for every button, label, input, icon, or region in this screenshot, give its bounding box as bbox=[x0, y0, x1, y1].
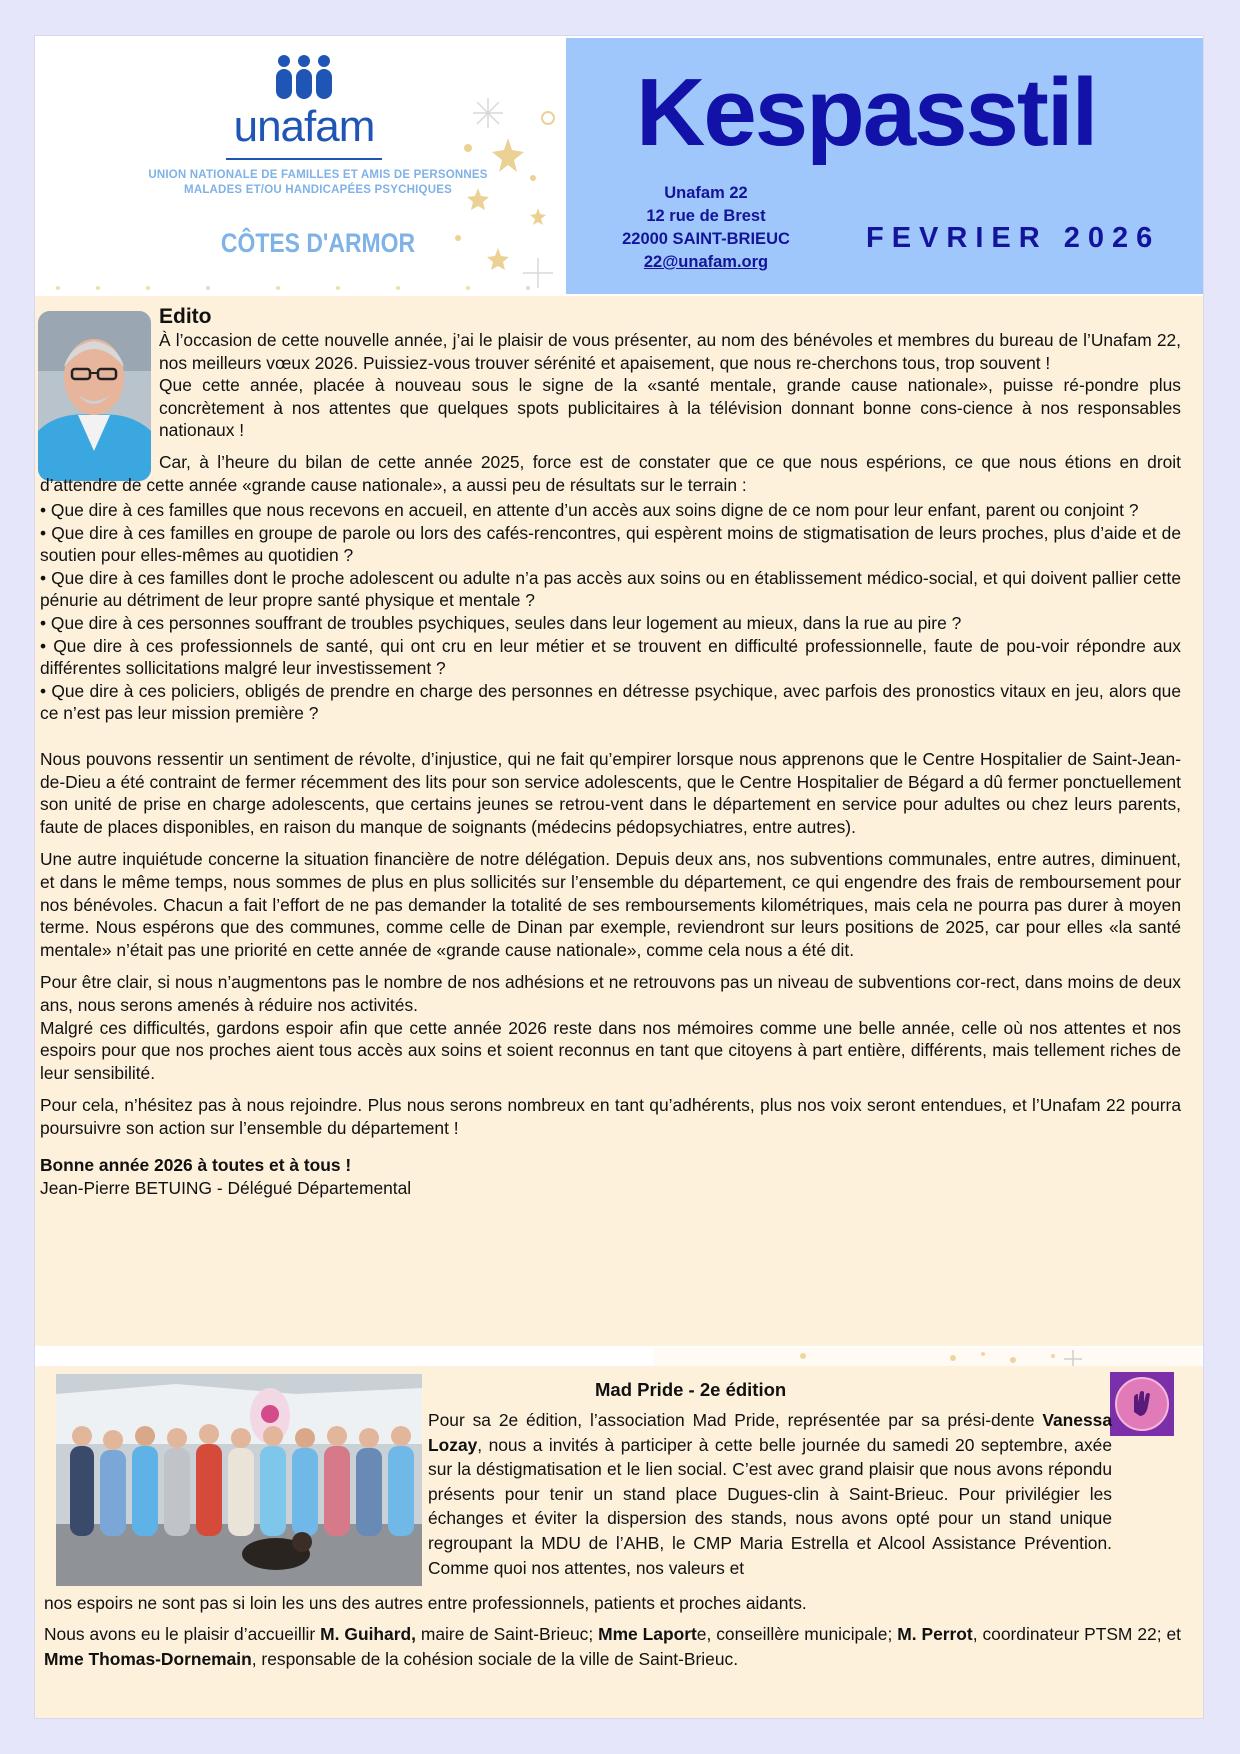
mad-pride-text: , coordinateur PTSM 22; et bbox=[972, 1624, 1181, 1644]
intro-paragraph: À l’occasion de cette nouvelle année, j’ai le plaisir de vous présenter, au nom des bénévoles et membres du bureau de l’Unafam 22, nos meilleurs vœux 2026. Puissiez-vous trouver sérénité et apaisement, que nous re-cherchons tous, trop souvent ! bbox=[159, 330, 1181, 373]
mad-pride-text: , responsable de la cohésion sociale de la ville de Saint-Brieuc. bbox=[251, 1648, 739, 1669]
edito-bullet-list bbox=[40, 499, 1181, 725]
list-item: • Que dire à ces familles dont le proche adolescent ou adulte n’a pas accès aux soins ou en établissement médico-social, et qui doivent pallier cette pénurie au détriment de leur propre santé physique et mentale ? bbox=[40, 567, 1181, 611]
mad-pride-logo bbox=[1110, 1372, 1174, 1436]
newsletter-title: Kespasstil bbox=[636, 59, 1097, 166]
edito-signature bbox=[40, 1154, 1181, 1199]
header-title-panel bbox=[566, 38, 1203, 294]
guest-name: M. Perrot bbox=[897, 1624, 973, 1644]
logo-underline bbox=[226, 158, 382, 160]
address-block bbox=[606, 182, 806, 274]
unafam-logo bbox=[214, 54, 394, 164]
guest-name: M. Guihard, bbox=[320, 1624, 416, 1644]
body-paragraph: Pour cela, n’hésitez pas à nous rejoindre. Plus nous serons nombreux en tant qu’adhérents, plus nos voix seront entendues, et l’Unafam 22 pourra poursuivre son action sur l’ensemble du département ! bbox=[40, 1095, 1181, 1138]
body-paragraph: Malgré ces difficultés, gardons espoir afin que cette année 2026 reste dans nos mémoires comme une belle année, celle où nos attentes et nos espoirs pour que nos proches aient tous accès aux soins et soient reconnus en tant que citoyens à part entière, différents, mais tellement riches de leur sensibilité. bbox=[40, 1017, 1181, 1083]
stars-border-decoration-icon bbox=[38, 282, 566, 294]
mad-pride-paragraph-2 bbox=[44, 1622, 1181, 1671]
edito-body bbox=[40, 748, 1181, 1150]
address-line-3: 22000 SAINT-BRIEUC bbox=[622, 230, 790, 248]
logo-word: unafam bbox=[233, 102, 375, 151]
union-line-2: MALADES ET/OU HANDICAPÉES PSYCHIQUES bbox=[184, 184, 452, 196]
mad-pride-section bbox=[35, 1366, 1203, 1718]
edito-section bbox=[35, 296, 1203, 1346]
body-paragraph: Une autre inquiétude concerne la situation financière de notre délégation. Depuis deux ans, nos subventions communales, entre autres, diminuent, et dans le même temps, nous sommes de plus en plus sollicités sur l’ensemble du département, ce qui engendre des frais de remboursement pour nos bénévoles. Chacun a fait l’effort de ne pas demander la totalité de ses remboursements kilométriques, mais cela ne pourra pas durer à moyen terme. Nous espérons que des communes, comme celle de Dinan par exemple, reviendront sur leurs positions de 2025, car pour elles «la santé mentale» n’était pas une priorité en cette année de «grande cause nationale», comme cela nous a été dit. bbox=[40, 849, 1181, 960]
mad-pride-text: e, conseillère municipale; bbox=[696, 1624, 898, 1644]
mad-pride-text: Nous avons eu le plaisir d’accueillir bbox=[44, 1624, 321, 1644]
mad-pride-text: maire de Saint-Brieuc; bbox=[415, 1624, 599, 1644]
list-item: • Que dire à ces professionnels de santé, qui ont cru en leur métier et se trouvent en difficulté professionnelle, faute de pou-voir répondre aux différentes sollicitations malgré leur investissement ? bbox=[40, 635, 1181, 679]
email-link[interactable]: 22@unafam.org bbox=[643, 253, 769, 271]
closing-greeting: Bonne année 2026 à toutes et à tous ! bbox=[40, 1155, 352, 1175]
list-item: • Que dire à ces familles en groupe de parole ou lors des cafés-rencontres, qui espèrent moins de stigmatisation de leurs proches, plus d’aide et de soutien pour elles-mêmes au quotidien ? bbox=[40, 522, 1181, 566]
mad-pride-group-photo bbox=[56, 1374, 422, 1586]
address-line-2: 12 rue de Brest bbox=[646, 207, 766, 225]
newsletter-page bbox=[35, 36, 1203, 1718]
address-line-1: Unafam 22 bbox=[664, 184, 748, 202]
edito-intro bbox=[159, 329, 1181, 442]
mad-pride-text: Pour sa 2e édition, l’association Mad Pride, représentée par sa prési-dente bbox=[428, 1410, 1043, 1430]
body-paragraph: Nous pouvons ressentir un sentiment de révolte, d’injustice, qui ne fait qu’empirer lorsque nous apprenons que le Centre Hospitalier de Saint-Jean-de-Dieu a été contraint de fermer récemment des lits pour son service adolescents, que le Centre Hospitalier de Bégard a dû fermer ponctuellement son unité de prise en charge adolescents, que certains jeunes se retrou-vent dans le département en service pour adultes ou chez leurs parents, faute de places disponibles, en raison du manque de soignants (médecins pédopsychiatres, entre autres). bbox=[40, 749, 1181, 837]
president-name: Vanessa Lozay bbox=[428, 1410, 1112, 1455]
header-logo-panel bbox=[38, 38, 566, 294]
mad-pride-text: nos espoirs ne sont pas si loin les uns des autres entre professionnels, patients et proches aidants. bbox=[44, 1593, 807, 1613]
edito-intro-continued bbox=[40, 451, 1181, 496]
list-item: • Que dire à ces personnes souffrant de troubles psychiques, seules dans leur logement au mieux, dans la rue au pire ? bbox=[40, 612, 962, 633]
edito-title: Edito bbox=[159, 305, 212, 328]
guest-name: Mme Laport bbox=[598, 1624, 697, 1644]
intro-paragraph: Que cette année, placée à nouveau sous le signe de la «santé mentale, grande cause nationale», puisse ré-pondre plus concrètement à nos attentes que quelques spots publicitaires à la télévision donnant bonne cons-cience à nos responsables nationaux ! bbox=[159, 375, 1181, 441]
union-description bbox=[98, 168, 538, 198]
people-logo-icon bbox=[270, 54, 338, 102]
header bbox=[35, 36, 1203, 294]
list-item: • Que dire à ces policiers, obligés de prendre en charge des personnes en détresse psychique, avec parfois des pronostics vitaux en jeu, alors que ce n’est pas leur mission première ? bbox=[40, 680, 1181, 724]
author-signature: Jean-Pierre BETUING - Délégué Départemental bbox=[40, 1177, 412, 1198]
list-item: • Que dire à ces familles que nous recevons en accueil, en attente d’un accès aux soins digne de ce nom pour leur enfant, parent ou conjoint ? bbox=[40, 500, 1139, 520]
guest-name: Mme Thomas-Dornemain bbox=[44, 1648, 252, 1669]
union-line-1: UNION NATIONALE DE FAMILLES ET AMIS DE PERSONNES bbox=[148, 169, 488, 181]
mad-pride-text: , nous a invités à participer à cette belle journée du samedi 20 septembre, axée sur la déstigmatisation et le lien social. C’est avec grand plaisir que nous avons répondu présents pour tenir un stand place Dugues-clin à Saint-Brieuc. Pour privilégier les échanges et éviter la dispersion des stands, nous avons opté pour un stand unique regroupant la MDU de l’AHB, le CMP Maria Estrella et Alcool Assistance Prévention. Comme quoi nos attentes, nos valeurs et bbox=[428, 1434, 1112, 1578]
region-name: CÔTES D'ARMOR bbox=[220, 228, 416, 258]
mad-pride-title: Mad Pride - 2e édition bbox=[595, 1379, 787, 1400]
mad-pride-paragraph-1 bbox=[428, 1408, 1112, 1580]
intro-paragraph: Car, à l’heure du bilan de cette année 2025, force est de constater que ce que nous espérions, ce que nous étions en droit d’attendre de cette année «grande cause nationale», a aussi peu de résultats sur le terrain : bbox=[40, 452, 1181, 495]
body-paragraph: Pour être clair, si nous n’augmentons pas le nombre de nos adhésions et ne retrouvons pas un niveau de subventions cor-rect, dans moins de deux ans, nous serons amenés à réduire nos activités. bbox=[40, 972, 1181, 1015]
mad-pride-paragraph-1-end bbox=[44, 1591, 1181, 1616]
issue-month: FEVRIER 2026 bbox=[866, 222, 1161, 254]
